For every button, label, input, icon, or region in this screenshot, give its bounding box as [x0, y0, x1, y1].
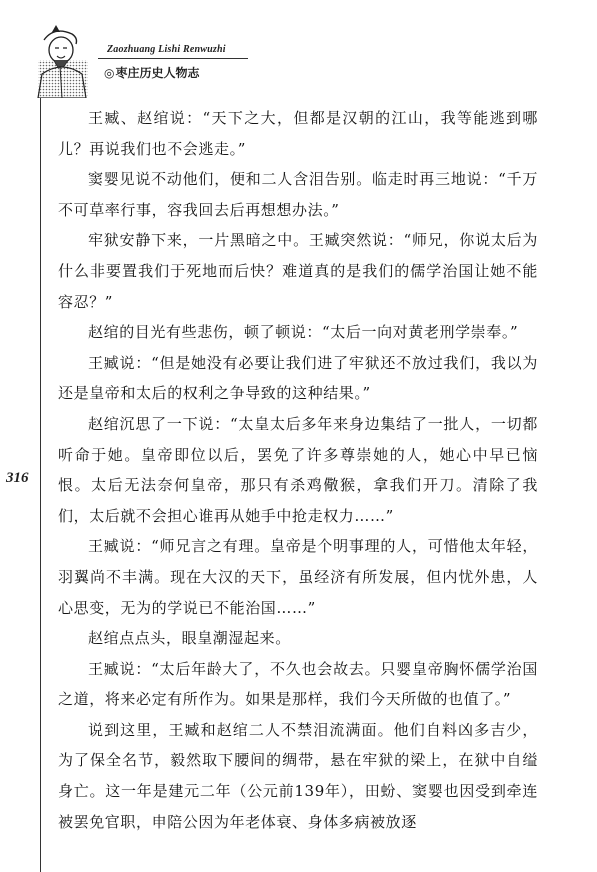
paragraph: 王臧说：“太后年龄大了，不久也会故去。只婴皇帝胸怀儒学治国之道，将来必定有所作为。如果是那样，我们今天所做的也值了。”	[58, 659, 538, 709]
paragraph: 说到这里，王臧和赵绾二人不禁泪流满面。他们自料凶多吉少，为了保全名节，毅然取下腰间的绸带，悬在牢狱的梁上，在狱中自缢身亡。这一年是建元二年（公元前139年），田蚡、窦婴也因受到牵连被罢免官职，申陪公因为年老体衰、身体多病被放逐	[58, 720, 538, 831]
series-title-chinese-text: 枣庄历史人物志	[115, 66, 200, 80]
body-text	[58, 103, 538, 837]
paragraph: 牢狱安静下来，一片黑暗之中。王臧突然说：“师兄，你说太后为什么非要置我们于死地而后快？难道真的是我们的儒学治国让她不能容忍？”	[58, 231, 538, 311]
paragraph: 王臧说：“但是她没有必要让我们进了牢狱还不放过我们，我以为还是皇帝和太后的权利之争导致的这种结果。”	[58, 353, 538, 403]
scholar-portrait-icon	[30, 22, 94, 98]
paragraph: 王臧说：“师兄言之有理。皇帝是个明事理的人，可惜他太年轻，羽翼尚不丰满。现在大汉的天下，虽经济有所发展，但内忧外患，人心思变，无为的学说已不能治国……”	[58, 537, 538, 617]
header-rule	[98, 58, 248, 59]
paragraph: 赵绾点点头，眼皇潮湿起来。	[88, 629, 291, 648]
bullseye-icon: ◎	[104, 66, 115, 80]
series-title-chinese	[104, 64, 200, 81]
series-title-latin: Zaozhuang Lishi Renwuzhi	[107, 44, 226, 55]
paragraph: 王臧、赵绾说：“天下之大，但都是汉朝的江山，我等能逃到哪儿？再说我们也不会逃走。”	[58, 109, 538, 158]
paragraph: 赵绾沉思了一下说：“太皇太后多年来身边集结了一批人，一切都听命于她。皇帝即位以后，罢免了许多尊崇她的人，她心中早已恼恨。太后无法奈何皇帝，那只有杀鸡儆猴，拿我们开刀。清除了我们，太后就不会担心谁再从她手中抢走权力……”	[58, 414, 538, 525]
paragraph: 赵绾的目光有些悲伤，顿了顿说：“太后一向对黄老刑学崇奉。”	[88, 323, 519, 342]
page-number: 316	[6, 470, 29, 486]
margin-rule	[40, 98, 41, 872]
paragraph: 窦婴见说不动他们，便和二人含泪告别。临走时再三地说：“千万不可草率行事，容我回去后再想想办法。”	[58, 170, 538, 219]
